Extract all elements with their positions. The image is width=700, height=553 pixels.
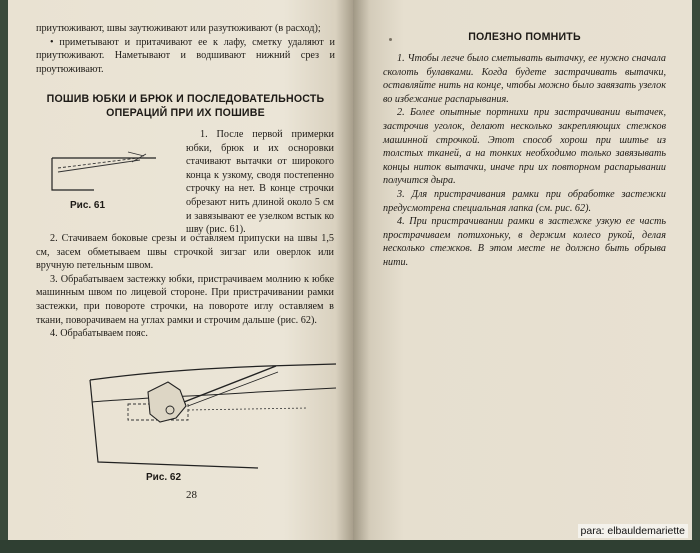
left-page — [8, 0, 353, 540]
step-3-text: 3. Обрабатываем застежку юбки, пристрачиваем молнию к юбке машинным швом по лицевой стороне. При пристрачивании рамки застежки, при повороте строчки, на повороте иглу оставляем в ткани, поворачиваем на углах рамки и строчим дальше (рис. 62). — [36, 273, 334, 326]
tip-4: 4. При пристрачивании рамки в застежке узкую ее часть прострачиваем потихоньку, в держим колесо рукой, делая несколько стежков. В этом месте не должно быть обрыва нити. — [383, 216, 666, 268]
step-1-text: 1. После первой примерки юбки, брюк и их осноровки стачивают вытачки от широкого конца к узкому, сводя постепенно строчку на нет. В конце строчки обрезают нить длиной около 5 см и завязывают ее узелком встык ко шву (рис. 61). — [186, 129, 334, 236]
step-1-block — [186, 128, 334, 237]
step-4-text: 4. Обрабатываем пояс. — [50, 328, 148, 340]
figure-62-drawing — [88, 362, 338, 472]
figure-62-caption: Рис. 62 — [146, 472, 182, 483]
tip-2: 2. Более опытные портнихи при застрачивании вытачек, застрочив уголок, делают несколько закрепляющих стежков машинной строчкой. Этот способ хорош при шитье из толстых тканей, а на тонких необходимо только завязывать концы ниток вытачки, иначе при их повторном распарывании получится дыра. — [383, 107, 666, 187]
tip-1: 1. Чтобы легче было сметывать вытачку, ее нужно сначала сколоть булавками. Когда будете застрачивать вытачки, оставляйте нить на конце, чтобы можно было завязать узелок во избежание распарывания. — [383, 53, 666, 105]
page-number: 28 — [186, 489, 197, 501]
step-2-text: 2. Стачиваем боковые срезы и оставляем припуски на швы 1,5 см, засем обметываем швы строчкой зигзаг или оверлок или вручную петельным швом. — [36, 233, 334, 272]
print-mark — [389, 38, 392, 41]
section-heading: ПОШИВ ЮБКИ И БРЮК И ПОСЛЕДОВАТЕЛЬНОСТЬ ОПЕРАЦИЙ ПРИ ИХ ПОШИВЕ — [46, 93, 325, 120]
steps-block — [36, 232, 334, 341]
intro-line-2: • приметывают и притачивают ее к лафу, сметку удаляют и приутюживают. Наметывают и водшивают нижний срез и проутюживают. — [36, 36, 335, 75]
figure-61-caption: Рис. 61 — [70, 200, 106, 211]
background-strip — [0, 540, 700, 553]
tip-3: 3. Для пристрачивания рамки при обработке застежки предусмотрена специальная лапка (см. рис. 62). — [383, 188, 666, 214]
right-page — [353, 0, 692, 540]
intro-line-1: приутюживают, швы заутюживают или разутюживают (в расход); — [36, 23, 321, 34]
watermark-credit: para: elbauldemariette — [578, 524, 688, 538]
open-book — [8, 0, 692, 540]
tips-heading: ПОЛЕЗНО ПОМНИТЬ — [468, 31, 581, 43]
